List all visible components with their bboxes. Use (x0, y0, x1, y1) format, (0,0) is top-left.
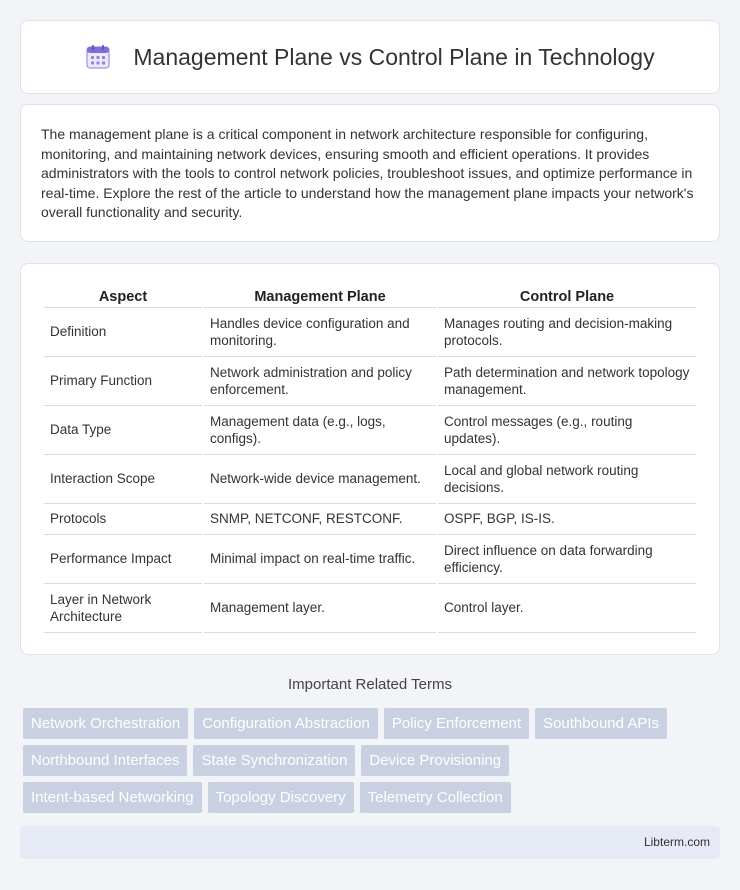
header-management-plane: Management Plane (204, 284, 436, 308)
cell-control: Manages routing and decision-making protocols. (438, 308, 696, 357)
term-chip[interactable]: Topology Discovery (208, 782, 354, 813)
cell-aspect: Performance Impact (44, 535, 202, 584)
term-chip[interactable]: Device Provisioning (361, 745, 509, 776)
term-chip[interactable]: Northbound Interfaces (23, 745, 187, 776)
table-row (44, 584, 696, 633)
cell-control: Control layer. (438, 584, 696, 633)
cell-control: OSPF, BGP, IS-IS. (438, 504, 696, 535)
table-row (44, 535, 696, 584)
intro-card (20, 104, 720, 242)
cell-control: Control messages (e.g., routing updates). (438, 406, 696, 455)
cell-management: SNMP, NETCONF, RESTCONF. (204, 504, 436, 535)
term-chip[interactable]: Intent-based Networking (23, 782, 202, 813)
table-header-row (44, 284, 696, 308)
footer (20, 826, 720, 859)
cell-control: Direct influence on data forwarding efficiency. (438, 535, 696, 584)
cell-management: Management layer. (204, 584, 436, 633)
header-control-plane: Control Plane (438, 284, 696, 308)
cell-control: Local and global network routing decisions. (438, 455, 696, 504)
term-chip[interactable]: Southbound APIs (535, 708, 667, 739)
footer-site-link[interactable]: Libterm.com (643, 835, 710, 849)
cell-aspect: Primary Function (44, 357, 202, 406)
cell-aspect: Definition (44, 308, 202, 357)
comparison-card (20, 263, 720, 655)
term-chip[interactable]: State Synchronization (193, 745, 355, 776)
table-row (44, 357, 696, 406)
cell-management: Network administration and policy enforcement. (204, 357, 436, 406)
table-row (44, 455, 696, 504)
related-terms (23, 708, 723, 819)
chip-row (23, 782, 723, 813)
cell-aspect: Protocols (44, 504, 202, 535)
cell-aspect: Layer in Network Architecture (44, 584, 202, 633)
term-chip[interactable]: Configuration Abstraction (194, 708, 378, 739)
chip-row (23, 745, 723, 776)
cell-control: Path determination and network topology management. (438, 357, 696, 406)
intro-text: The management plane is a critical component in network architecture responsible for configuring, monitoring, and maintaining network devices, ensuring smooth and efficient operations. It provides administrators with the tools to control network policies, troubleshoot issues, and optimize performance in real-time. Explore the rest of the article to understand how the management plane impacts your network's overall functionality and security. (41, 126, 694, 220)
title-card (20, 20, 720, 94)
term-chip[interactable]: Network Orchestration (23, 708, 188, 739)
table-row (44, 406, 696, 455)
table-row (44, 308, 696, 357)
header-aspect: Aspect (44, 284, 202, 308)
cell-management: Handles device configuration and monitoring. (204, 308, 436, 357)
cell-management: Management data (e.g., logs, configs). (204, 406, 436, 455)
page-title: Management Plane vs Control Plane in Technology (133, 43, 655, 70)
table-row (44, 504, 696, 535)
cell-aspect: Interaction Scope (44, 455, 202, 504)
related-terms-title: Important Related Terms (288, 676, 452, 693)
calendar-icon (85, 44, 111, 70)
term-chip[interactable]: Policy Enforcement (384, 708, 529, 739)
cell-management: Minimal impact on real-time traffic. (204, 535, 436, 584)
cell-aspect: Data Type (44, 406, 202, 455)
cell-management: Network-wide device management. (204, 455, 436, 504)
chip-row (23, 708, 723, 739)
term-chip[interactable]: Telemetry Collection (360, 782, 511, 813)
comparison-table (42, 284, 698, 633)
